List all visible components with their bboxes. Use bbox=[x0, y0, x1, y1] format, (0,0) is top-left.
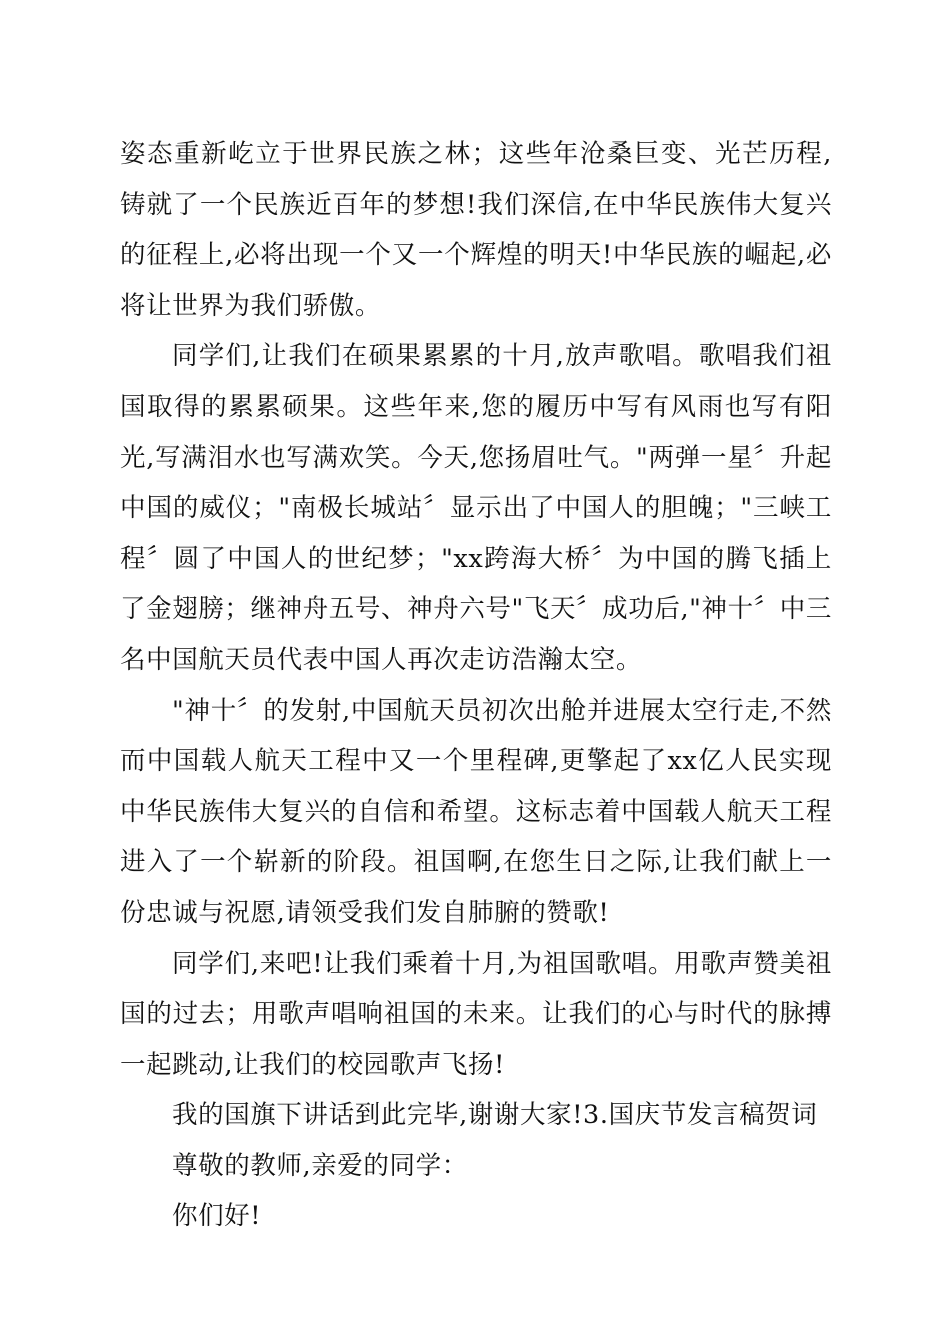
paragraph-sing: 同学们,来吧!让我们乘着十月,为祖国歌唱。用歌声赞美祖国的过去；用歌声唱响祖国的未来。让我们的心与时代的脉搏一起跳动,让我们的校园歌声飞扬! bbox=[120, 948, 832, 1080]
paragraph-continuation: 姿态重新屹立于世界民族之林；这些年沧桑巨变、光芒历程,铸就了一个民族近百年的梦想!我们深信,在中华民族伟大复兴的征程上,必将出现一个又一个辉煌的明天!中华民族的崛起,必将让世界为我们骄傲。 bbox=[120, 139, 832, 321]
document-body bbox=[120, 129, 832, 1242]
paragraph-closing: 我的国旗下讲话到此完毕,谢谢大家!3.国庆节发言稿贺词 bbox=[172, 1100, 818, 1131]
paragraph-greeting: 你们好! bbox=[172, 1201, 262, 1232]
paragraph-salutation: 尊敬的教师,亲爱的同学： bbox=[172, 1150, 468, 1181]
paragraph-shenshi: "神十〞的发射,中国航天员初次出舱并进展太空行走,不然而中国载人航天工程中又一个里程碑,更擎起了xx亿人民实现中华民族伟大复兴的自信和希望。这标志着中国载人航天工程进入了一个崭新的阶段。祖国啊,在您生日之际,让我们献上一份忠诚与祝愿,请领受我们发自肺腑的赞歌! bbox=[120, 695, 832, 928]
paragraph-achievements: 同学们,让我们在硕果累累的十月,放声歌唱。歌唱我们祖国取得的累累硕果。这些年来,您的履历中写有风雨也写有阳光,写满泪水也写满欢笑。今天,您扬眉吐气。"两弹一星〞升起中国的威仪；"南极长城站〞显示出了中国人的胆魄；"三峡工程〞圆了中国人的世纪梦；"xx跨海大桥〞为中国的腾飞插上了金翅膀；继神舟五号、神舟六号"飞天〞成功后,"神十〞中三名中国航天员代表中国人再次走访浩瀚太空。 bbox=[120, 341, 832, 675]
